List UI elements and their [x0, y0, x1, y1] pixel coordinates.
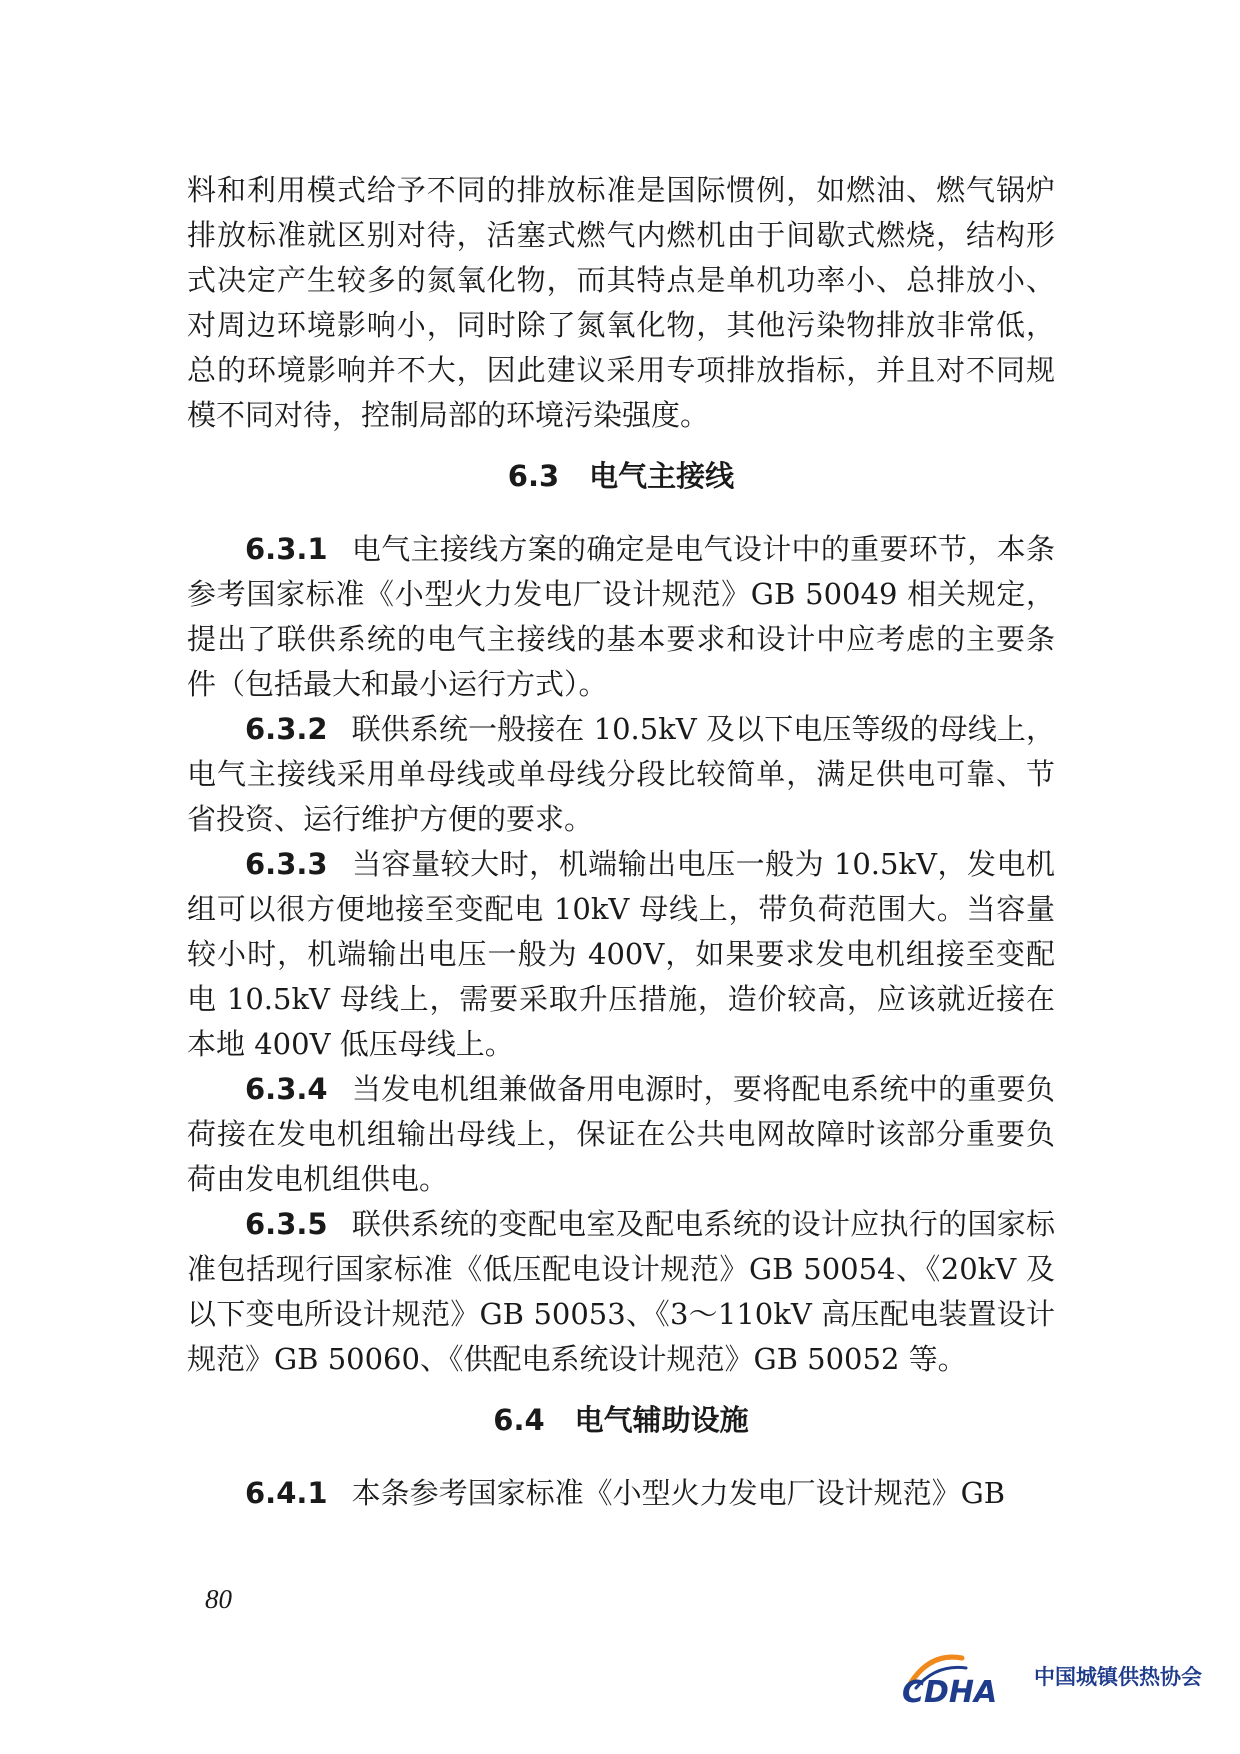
clause-6-3-4: [187, 1067, 1055, 1202]
clause-number: 6.3.5: [245, 1207, 328, 1241]
clause-6-3-2: [187, 707, 1055, 842]
clause-text: 电气主接线方案的确定是电气设计中的重要环节，本条参考国家标准《小型火力发电厂设计规范》GB 50049 相关规定，提出了联供系统的电气主接线的基本要求和设计中应考虑的主要条件（包括最大和最小运行方式）。: [187, 532, 1055, 701]
clause-6-4-1: [187, 1471, 1055, 1516]
clause-6-3-5: [187, 1202, 1055, 1382]
clause-6-3-1: [187, 527, 1055, 707]
clause-6-3-3: [187, 842, 1055, 1067]
section-title: 电气主接线: [589, 459, 735, 493]
clause-text: 联供系统的变配电室及配电系统的设计应执行的国家标准包括现行国家标准《低压配电设计规范》GB 50054、《20kV 及以下变电所设计规范》GB 50053、《3～110kV 高压配电装置设计规范》GB 50060、《供配电系统设计规范》GB 50052 等。: [187, 1207, 1055, 1376]
org-name: 中国城镇供热协会: [1034, 1665, 1202, 1689]
page-body: [187, 168, 1055, 1516]
section-heading-6-4: [187, 1398, 1055, 1443]
clause-text: 当容量较大时，机端输出电压一般为 10.5kV，发电机组可以很方便地接至变配电 10kV 母线上，带负荷范围大。当容量较小时，机端输出电压一般为 400V，如果要求发电机组接至变配电 10.5kV 母线上，需要采取升压措施，造价较高，应该就近接在本地 400V 低压母线上。: [187, 847, 1055, 1061]
logo-text: CDHA: [902, 1675, 998, 1708]
clause-number: 6.3.3: [245, 847, 328, 881]
watermark: [900, 1636, 1230, 1716]
clause-number: 6.3.1: [245, 532, 328, 566]
section-title: 电气辅助设施: [574, 1403, 749, 1437]
clause-text: 本条参考国家标准《小型火力发电厂设计规范》GB: [351, 1476, 1006, 1510]
section-number: 6.3: [507, 459, 560, 493]
section-heading-6-3: [187, 454, 1055, 499]
intro-paragraph: 料和利用模式给予不同的排放标准是国际惯例，如燃油、燃气锅炉排放标准就区别对待，活塞式燃气内燃机由于间歇式燃烧，结构形式决定产生较多的氮氧化物，而其特点是单机功率小、总排放小、对周边环境影响小，同时除了氮氧化物，其他污染物排放非常低，总的环境影响并不大，因此建议采用专项排放指标，并且对不同规模不同对待，控制局部的环境污染强度。: [187, 173, 1055, 432]
page-number: 80: [205, 1584, 232, 1614]
section-number: 6.4: [493, 1403, 545, 1437]
clause-number: 6.3.2: [245, 712, 328, 746]
cdha-logo-icon: [900, 1644, 1030, 1708]
clause-text: 当发电机组兼做备用电源时，要将配电系统中的重要负荷接在发电机组输出母线上，保证在公共电网故障时该部分重要负荷由发电机组供电。: [187, 1072, 1055, 1196]
clause-text: 联供系统一般接在 10.5kV 及以下电压等级的母线上，电气主接线采用单母线或单母线分段比较简单，满足供电可靠、节省投资、运行维护方便的要求。: [187, 712, 1055, 836]
clause-number: 6.4.1: [245, 1476, 328, 1510]
clause-number: 6.3.4: [245, 1072, 328, 1106]
